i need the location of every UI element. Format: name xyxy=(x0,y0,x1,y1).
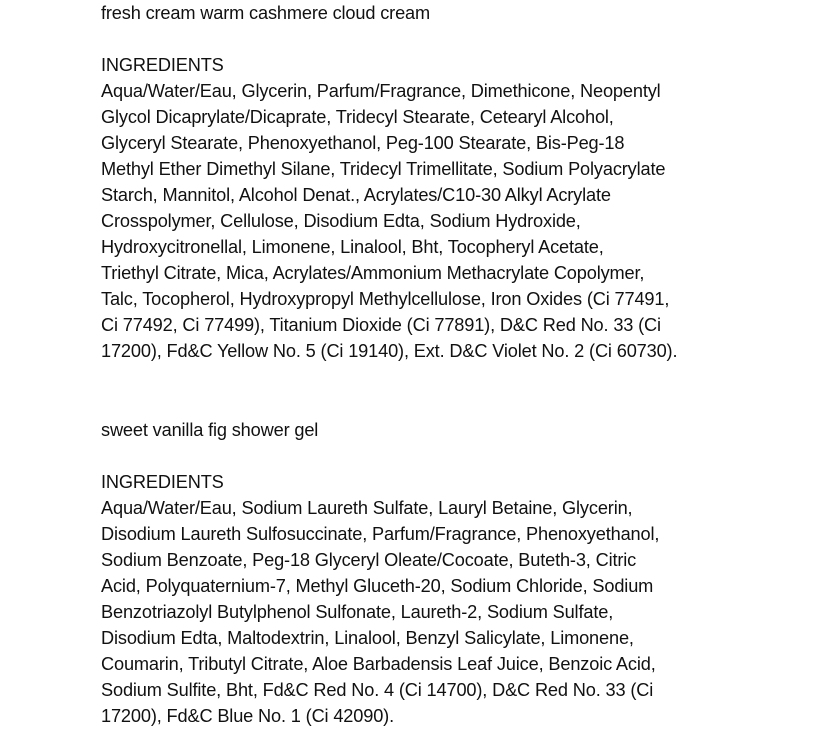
ingredients-line: Aqua/Water/Eau, Glycerin, Parfum/Fragrance, Dimethicone, Neopentyl xyxy=(101,81,661,101)
product-title: fresh cream warm cashmere cloud cream xyxy=(101,3,431,23)
ingredients-list xyxy=(101,78,677,364)
ingredients-line: Coumarin, Tributyl Citrate, Aloe Barbadensis Leaf Juice, Benzoic Acid, xyxy=(101,654,656,674)
ingredients-line: 17200), Fd&C Blue No. 1 (Ci 42090). xyxy=(101,706,394,726)
ingredients-line: Hydroxycitronellal, Limonene, Linalool, Bht, Tocopheryl Acetate, xyxy=(101,237,604,257)
ingredients-line: Starch, Mannitol, Alcohol Denat., Acrylates/C10-30 Alkyl Acrylate xyxy=(101,185,611,205)
spacer xyxy=(101,443,659,469)
ingredients-line: Disodium Laureth Sulfosuccinate, Parfum/Fragrance, Phenoxyethanol, xyxy=(101,524,660,544)
ingredients-line: Talc, Tocopherol, Hydroxypropyl Methylcellulose, Iron Oxides (Ci 77491, xyxy=(101,289,670,309)
ingredients-line: Sodium Benzoate, Peg-18 Glyceryl Oleate/Cocoate, Buteth-3, Citric xyxy=(101,550,637,570)
ingredients-line: Benzotriazolyl Butylphenol Sulfonate, Laureth-2, Sodium Sulfate, xyxy=(101,602,614,622)
ingredients-line: Disodium Edta, Maltodextrin, Linalool, Benzyl Salicylate, Limonene, xyxy=(101,628,634,648)
product-section-cashmere-cloud-cream xyxy=(101,0,677,364)
ingredients-list xyxy=(101,495,659,729)
ingredients-line: Glycol Dicaprylate/Dicaprate, Tridecyl Stearate, Cetearyl Alcohol, xyxy=(101,107,614,127)
ingredients-line: Sodium Sulfite, Bht, Fd&C Red No. 4 (Ci 14700), D&C Red No. 33 (Ci xyxy=(101,680,654,700)
ingredients-heading: INGREDIENTS xyxy=(101,472,224,492)
spacer xyxy=(101,26,677,52)
ingredients-line: Acid, Polyquaternium-7, Methyl Gluceth-20, Sodium Chloride, Sodium xyxy=(101,576,654,596)
ingredients-line: 17200), Fd&C Yellow No. 5 (Ci 19140), Ext. D&C Violet No. 2 (Ci 60730). xyxy=(101,341,678,361)
ingredients-line: Glyceryl Stearate, Phenoxyethanol, Peg-100 Stearate, Bis-Peg-18 xyxy=(101,133,625,153)
ingredients-line: Crosspolymer, Cellulose, Disodium Edta, Sodium Hydroxide, xyxy=(101,211,581,231)
ingredients-heading: INGREDIENTS xyxy=(101,55,224,75)
ingredients-line: Ci 77492, Ci 77499), Titanium Dioxide (Ci 77891), D&C Red No. 33 (Ci xyxy=(101,315,661,335)
ingredients-line: Methyl Ether Dimethyl Silane, Tridecyl Trimellitate, Sodium Polyacrylate xyxy=(101,159,666,179)
product-section-vanilla-fig-shower-gel xyxy=(101,417,659,729)
ingredients-line: Aqua/Water/Eau, Sodium Laureth Sulfate, Lauryl Betaine, Glycerin, xyxy=(101,498,633,518)
ingredients-line: Triethyl Citrate, Mica, Acrylates/Ammonium Methacrylate Copolymer, xyxy=(101,263,645,283)
product-title: sweet vanilla fig shower gel xyxy=(101,420,319,440)
